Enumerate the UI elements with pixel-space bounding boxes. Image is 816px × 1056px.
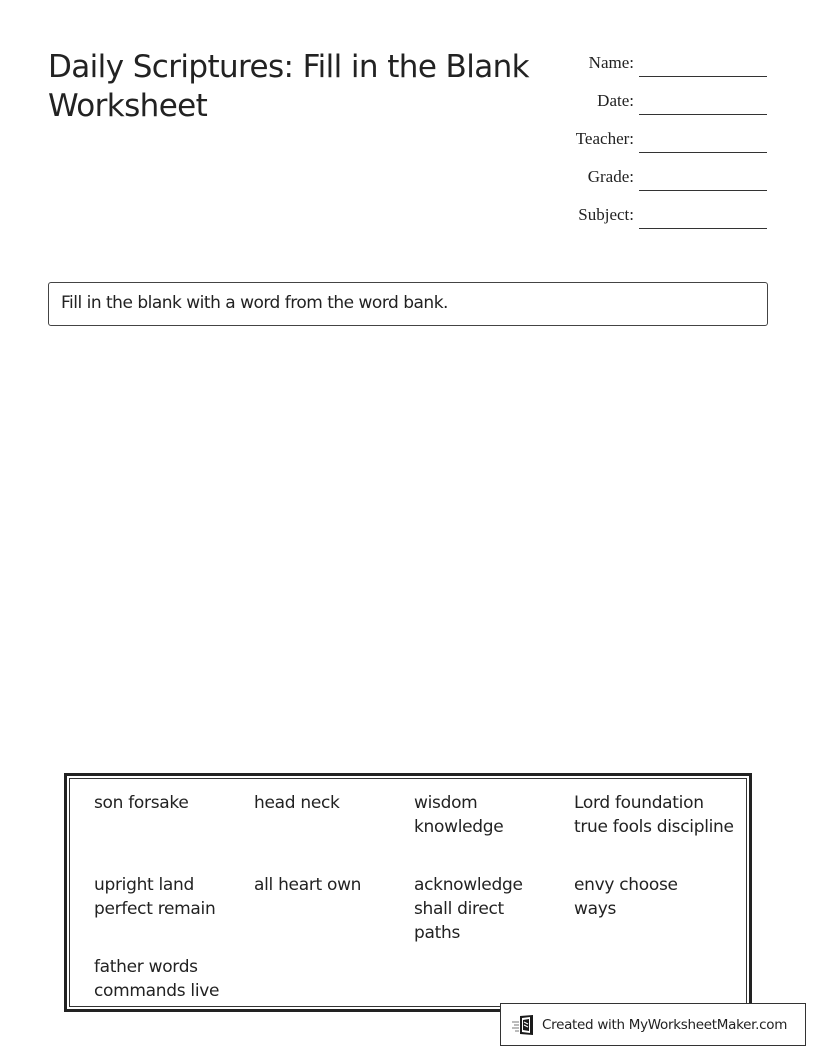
word-bank-item: envy choose ways (574, 875, 678, 919)
grade-label: Grade: (587, 167, 634, 186)
name-field (560, 50, 770, 80)
worksheet-maker-logo-icon (511, 1013, 537, 1037)
word-bank-inner-border (69, 778, 747, 1007)
subject-label: Subject: (578, 205, 634, 224)
instructions-box: Fill in the blank with a word from the word bank. (48, 282, 768, 326)
credit-text: Created with MyWorksheetMaker.com (542, 1016, 788, 1033)
name-label: Name: (588, 53, 634, 72)
worksheet-title: Daily Scriptures: Fill in the Blank Worksheet (48, 49, 530, 124)
date-label: Date: (597, 91, 634, 110)
subject-input-line[interactable] (639, 228, 767, 229)
credit-badge[interactable] (500, 1003, 806, 1046)
date-field (560, 88, 770, 118)
grade-input-line[interactable] (639, 190, 767, 191)
teacher-label: Teacher: (575, 129, 634, 148)
word-bank-item: upright land perfect remain (94, 875, 216, 919)
word-bank-item: Lord foundation true fools discipline (574, 793, 734, 837)
teacher-field (560, 126, 770, 156)
word-bank (64, 773, 752, 1012)
subject-field (560, 202, 770, 232)
word-bank-item: wisdom knowledge (414, 793, 504, 837)
grade-field (560, 164, 770, 194)
word-bank-item: son forsake (94, 793, 189, 813)
word-bank-item: acknowledge shall direct paths (414, 875, 523, 943)
date-input-line[interactable] (639, 114, 767, 115)
word-bank-item: head neck (254, 793, 340, 813)
teacher-input-line[interactable] (639, 152, 767, 153)
name-input-line[interactable] (639, 76, 767, 77)
word-bank-item: all heart own (254, 875, 362, 895)
word-bank-item: father words commands live (94, 957, 220, 1001)
